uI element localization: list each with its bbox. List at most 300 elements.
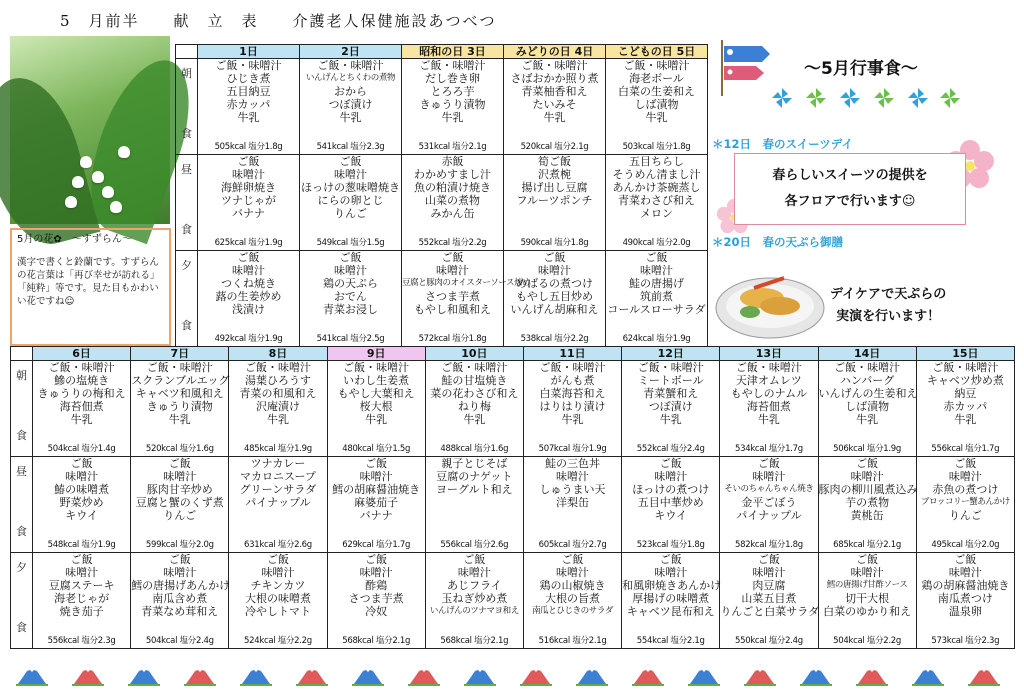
calories: 590kcal [520,238,552,248]
menu-item: ご飯 [339,251,362,264]
menu-item: 筍ご飯 [538,155,571,168]
note-title: 5月の花✿ ～すずらん～ [17,234,132,245]
menu-item: 桜大根 [359,400,393,413]
menu-item: 味噌汁 [538,264,571,277]
menu-item: 牛乳 [365,413,388,426]
menu-cell-content [131,361,228,456]
salt-content: 塩分2.1g [554,142,589,152]
menu-item: 筑前煮 [640,290,673,303]
menu-item: 味噌汁 [640,264,673,277]
menu-item: ご飯 [645,251,668,264]
salt-content: 塩分2.4g [670,444,705,454]
corner-cell [176,45,198,59]
menu-item: ご飯・味噌汁 [317,59,384,72]
breakfast-row [176,59,708,155]
menu-item: 海苔佃煮 [746,400,791,413]
menu-cell-content [917,361,1014,456]
calories: 538kcal [520,334,552,344]
menu-item: フルーツポンチ [516,194,593,207]
salt-content: 塩分2.0g [965,540,1000,550]
calories: 506kcal [833,444,865,454]
menu-item: 味噌汁 [359,470,393,483]
nutrition-info [917,539,1014,552]
salt-content: 塩分2.2g [277,636,312,646]
menu-cell [622,553,720,649]
day-header: 10日 [425,347,523,361]
menu-item: ご飯・味噌汁 [623,59,690,72]
menu-item: いんげん胡麻和え [510,303,599,316]
menu-item: 酢鶏 [365,579,388,592]
lunch-row [11,457,1015,553]
salt-content: 塩分2.1g [452,142,487,152]
menu-cell-content [426,361,523,456]
salt-content: 塩分2.3g [350,142,385,152]
menu-item: 味噌汁 [556,470,590,483]
menu-cell-content [198,251,299,346]
menu-cell [622,361,720,457]
menu-cell-content [720,553,820,648]
menu-item: 蕗の生姜炒め [215,290,282,303]
nutrition-info [198,141,299,154]
day-header: みどりの日 4日 [504,45,606,59]
menu-item: めばるの煮つけ [516,277,593,290]
menu-cell [402,155,504,251]
menu-cell-content [622,457,719,552]
nutrition-info [229,635,326,648]
menu-item: 鱈の唐揚げあんかけ [131,579,231,592]
menu-item: 味噌汁 [752,566,786,579]
calories: 556kcal [47,636,79,646]
menu-item: 鶏の天ぷら [323,277,378,290]
menu-cell [33,361,131,457]
menu-item: 味噌汁 [163,566,197,579]
menu-item: 山菜の煮物 [425,194,480,207]
menu-item: 鰆の味噌煮 [54,483,110,496]
menu-item: 白菜のゆかり和え [823,605,912,618]
salt-content: 塩分2.2g [554,334,589,344]
calories: 485kcal [244,444,276,454]
menu-item: きゅうりの梅和え [37,387,126,400]
menu-cell [720,361,818,457]
calories: 504kcal [145,636,178,646]
menu-item: いわし生姜煮 [343,374,410,387]
menu-item: 大根の旨煮 [545,592,601,605]
menu-item: 味噌汁 [850,566,884,579]
menu-item: ご飯 [543,251,566,264]
lily-of-the-valley-photo [10,36,170,224]
menu-cell-content [917,553,1014,648]
salt-content: 塩分2.6g [277,540,312,550]
day-header: こどもの日 5日 [606,45,708,59]
menu-item: 冷やしトマト [244,605,311,618]
day-header-row [11,347,1015,361]
salt-content: 塩分1.5g [350,238,385,248]
menu-item: 味噌汁 [457,566,491,579]
day-header: 11日 [523,347,621,361]
nutrition-info [819,635,916,648]
menu-cell-content [402,155,503,250]
day-header: 1日 [198,45,300,59]
menu-item: ご飯 [237,251,260,264]
menu-item: 野菜炒め [59,496,104,509]
menu-item: にらの卵とじ [317,194,384,207]
menu-item: メロン [640,207,673,220]
menu-item: 浅漬け [232,303,265,316]
menu-item: 青菜わさび和え [618,194,695,207]
menu-cell [523,361,621,457]
menu-item: ご飯・味噌汁 [735,361,802,374]
menu-item: さつま芋煮 [348,592,404,605]
calories: 490kcal [622,238,654,248]
menu-cell-content [300,59,401,154]
nutrition-info [819,539,916,552]
menu-item: 鮭の三色丼 [545,457,601,470]
menu-item: 青菜柚香和え [521,85,588,98]
mountain-icon [408,660,440,686]
menu-cell [131,457,229,553]
nutrition-info [426,539,523,552]
menu-item: 魚の粕漬け焼き [414,181,491,194]
menu-cell-content [33,361,130,456]
nutrition-info [300,237,401,250]
calories: 568kcal [440,636,472,646]
menu-cell-content [606,251,707,346]
menu-item: ご飯 [659,553,682,566]
salt-content: 塩分1.9g [572,444,607,454]
menu-cell-content [229,361,326,456]
menu-item: 肉豆腐 [752,579,786,592]
nutrition-info [229,443,326,456]
lunch-row [176,155,708,251]
nutrition-info [622,635,719,648]
menu-cell [33,457,131,553]
mountain-icon [296,660,328,686]
breakfast-label: 朝 食 [176,59,198,155]
corner-cell [11,347,33,361]
salt-content: 塩分1.8g [768,540,803,550]
menu-item: 鶏の山椒焼き [539,579,606,592]
menu-cell-content [402,59,503,154]
menu-item: 天津オムレツ [735,374,802,387]
menu-item: 沢庵漬け [255,400,300,413]
salt-content: 塩分2.3g [965,636,1000,646]
menu-cell-content [328,361,425,456]
menu-item: 牛乳 [561,413,584,426]
calories: 507kcal [538,444,570,454]
menu-item: いんげんのツナマヨ和え [429,606,519,616]
calories: 505kcal [214,142,246,152]
salt-content: 塩分1.6g [179,444,214,454]
menu-item: 味噌汁 [65,566,99,579]
calories: 685kcal [833,540,865,550]
menu-cell [425,361,523,457]
salt-content: 塩分1.7g [965,444,1000,454]
menu-item: 大根の味噌煮 [244,592,311,605]
menu-item: 青菜蟹和え [643,387,699,400]
menu-cell [622,457,720,553]
calories: 556kcal [440,540,472,550]
menu-item: ひじき煮 [226,72,271,85]
menu-item: 沢煮椀 [538,168,571,181]
salt-content: 塩分1.5g [375,444,411,454]
menu-cell-content [131,457,228,552]
event-1-box [734,153,966,225]
menu-item: キウイ [654,509,688,522]
calories: 504kcal [47,444,79,454]
menu-item: 南瓜煮つけ [937,592,993,605]
menu-item: がんも煮 [550,374,595,387]
menu-item: ご飯 [856,457,879,470]
calories: 631kcal [244,540,276,550]
calories: 480kcal [342,444,374,454]
menu-item: 焼き茄子 [59,605,104,618]
salt-content: 塩分1.8g [670,540,705,550]
nutrition-info [606,333,707,346]
menu-item: 金平ごぼう [741,496,797,509]
menu-cell [818,361,916,457]
menu-item: コールスローサラダ [607,303,706,316]
calories: 572kcal [418,334,450,344]
nutrition-info [300,333,401,346]
salt-content: 塩分1.9g [277,444,312,454]
menu-cell [402,59,504,155]
nutrition-info [328,539,425,552]
menu-item: 洋梨缶 [556,496,590,509]
tempura-plate-icon [714,258,826,342]
nutrition-info [402,333,503,346]
menu-item: いんげんとちくわの煮物 [305,73,396,83]
menu-cell [327,553,425,649]
menu-cell [300,59,402,155]
menu-item: 豆腐と蟹のくず煮 [135,496,224,509]
mountain-icon [352,660,384,686]
menu-item: ほっけの煮つけ [632,483,710,496]
menu-item: 赤飯 [441,155,464,168]
menu-item: 牛乳 [70,413,93,426]
menu-item: ご飯・味噌汁 [441,361,508,374]
menu-item: ご飯・味噌汁 [215,59,282,72]
menu-cell [229,457,327,553]
menu-item: しば漬物 [845,400,890,413]
menu-item: きゅうり漬物 [419,98,486,111]
menu-item: わかめすまし汁 [414,168,491,181]
menu-cell [504,251,606,347]
salt-content: 塩分2.1g [474,636,509,646]
menu-item: 味噌汁 [359,566,393,579]
calories: 552kcal [418,238,450,248]
menu-cell-content [504,251,605,346]
menu-cell [300,251,402,347]
menu-item: ご飯・味噌汁 [834,361,901,374]
calories: 520kcal [145,444,178,454]
menu-cell-content [131,553,231,648]
nutrition-info [229,539,326,552]
menu-item: ご飯 [757,457,780,470]
salt-content: 塩分1.7g [768,444,803,454]
menu-item: 味噌汁 [850,470,884,483]
events-panel [712,36,1017,346]
calories: 488kcal [440,444,472,454]
menu-cell-content [504,59,605,154]
menu-item: 菜の花わさび和え [430,387,519,400]
menu-cell-content [524,361,621,456]
calories: 550kcal [734,636,767,646]
menu-item: ご飯 [954,553,977,566]
mountain-icon [184,660,216,686]
menu-item: 玉ねぎ炒め煮 [441,592,508,605]
menu-item: グリーンサラダ [239,483,317,496]
menu-cell [916,361,1014,457]
menu-item: 鰺の塩焼き [54,374,110,387]
menu-item: 湯葉ひろうす [244,374,311,387]
salt-content: 塩分2.1g [375,636,411,646]
salt-content: 塩分2.4g [768,636,803,646]
menu-item: ご飯 [70,553,93,566]
mountain-icon [912,660,944,686]
salt-content: 塩分1.6g [474,444,509,454]
menu-item: ブロッコリー蟹あんかけ [920,497,1010,507]
menu-item: 味噌汁 [334,168,367,181]
nutrition-info [504,237,605,250]
calories: 625kcal [214,238,246,248]
menu-item: さつま芋煮 [425,290,480,303]
menu-item: チキンカツ [250,579,306,592]
menu-item: 五目ちらし [629,155,684,168]
menu-item: ほっけの葱味噌焼き [301,181,400,194]
menu-item: 冷奴 [365,605,388,618]
menu-item: パイナップル [245,496,311,509]
menu-item: ご飯 [463,553,486,566]
menu-item: 海苔佃煮 [59,400,104,413]
menu-item: 豆腐と豚肉のオイスターソース炒め [402,278,531,288]
nutrition-info [622,539,719,552]
menu-cell-content [524,457,621,552]
nutrition-info [131,443,228,456]
menu-item: キャベツ炒め煮 [926,374,1004,387]
day-header: 13日 [720,347,818,361]
nutrition-info [328,443,425,456]
menu-item: 五目納豆 [226,85,271,98]
menu-item: 鱈の唐揚げ甘酢ソース [826,580,908,590]
menu-cell-content [819,457,916,552]
menu-item: 青菜お浸し [323,303,378,316]
menu-item: 味噌汁 [163,470,197,483]
mountain-icon [576,660,608,686]
day-header-row [176,45,708,59]
menu-cell-content [198,155,299,250]
menu-item: 豆腐のナゲット [436,470,513,483]
menu-cell-content [720,361,817,456]
menu-item: 納豆 [954,387,977,400]
nutrition-info [33,635,130,648]
calories: 495kcal [931,540,963,550]
menu-cell [606,59,708,155]
salt-content: 塩分1.8g [452,334,487,344]
menu-item: ご飯 [168,457,191,470]
menu-table-week2 [10,346,1015,649]
menu-item: もやし五目炒め [516,290,593,303]
menu-cell-content [426,457,523,552]
menu-item: ご飯・味噌汁 [244,361,311,374]
calories: 568kcal [342,636,374,646]
day-header: 14日 [818,347,916,361]
nutrition-info [622,443,719,456]
menu-item: ヨーグルト和え [436,483,513,496]
menu-item: 牛乳 [339,111,362,124]
nutrition-info [504,333,605,346]
calories: 582kcal [734,540,767,550]
menu-item: 鮭の唐揚げ [629,277,684,290]
menu-item: ご飯 [365,553,388,566]
menu-item: ミートボール [637,374,704,387]
nutrition-info [131,635,228,648]
salt-content: 塩分1.9g [866,444,901,454]
salt-content: 塩分2.1g [572,636,607,646]
calories: 552kcal [636,444,669,454]
menu-item: 牛乳 [856,413,879,426]
menu-item: みかん缶 [430,207,475,220]
menu-item: いんげんの生姜和え [818,387,918,400]
menu-item: 白菜海苔和え [539,387,606,400]
menu-cell [33,553,131,649]
flower-of-month-note [10,228,171,346]
menu-cell [504,59,606,155]
menu-item: 牛乳 [441,111,464,124]
salt-content: 塩分1.9g [248,334,283,344]
menu-item: おでん [334,290,367,303]
menu-cell-content [524,553,621,648]
menu-cell-content [33,457,130,552]
menu-item: マカロニスープ [240,470,316,483]
menu-item: ツナじゃが [221,194,276,207]
menu-cell [327,457,425,553]
calories: 492kcal [214,334,246,344]
menu-item: あじフライ [447,579,502,592]
salt-content: 塩分1.8g [248,142,283,152]
mountain-icon [16,660,48,686]
menu-item: 味噌汁 [948,470,982,483]
menu-cell-content [720,457,817,552]
menu-item: 山菜五目煮 [741,592,797,605]
day-header: 15日 [916,347,1014,361]
calories: 556kcal [931,444,963,454]
menu-item: 鮭の甘塩焼き [441,374,508,387]
calories: 531kcal [418,142,450,152]
menu-item: 味噌汁 [232,168,265,181]
mountain-icon [240,660,272,686]
menu-cell-content [300,251,401,346]
nutrition-info [819,443,916,456]
mountain-icon [520,660,552,686]
menu-cell [606,155,708,251]
event-1-title: ＊12日 春のスイーツデイ [712,137,854,151]
menu-item: 味噌汁 [65,470,99,483]
event-2-line1: デイケアで天ぷらの [830,287,947,302]
mountain-icon [800,660,832,686]
menu-item: ねり梅 [457,400,491,413]
menu-item: 和風卵焼きあんかけ [622,579,722,592]
menu-item: ご飯・味噌汁 [539,361,606,374]
day-header: 6日 [33,347,131,361]
menu-item: 牛乳 [237,111,260,124]
menu-cell-content [917,457,1014,552]
menu-item: たいみそ [532,98,577,111]
event-2-title: ＊20日 春の天ぷら御膳 [712,235,844,249]
nutrition-info [917,443,1014,456]
menu-item: 五目中華炒め [637,496,704,509]
carp-streamer-icon [716,38,776,98]
event-1-line1: 春らしいスイーツの提供を [772,168,928,183]
